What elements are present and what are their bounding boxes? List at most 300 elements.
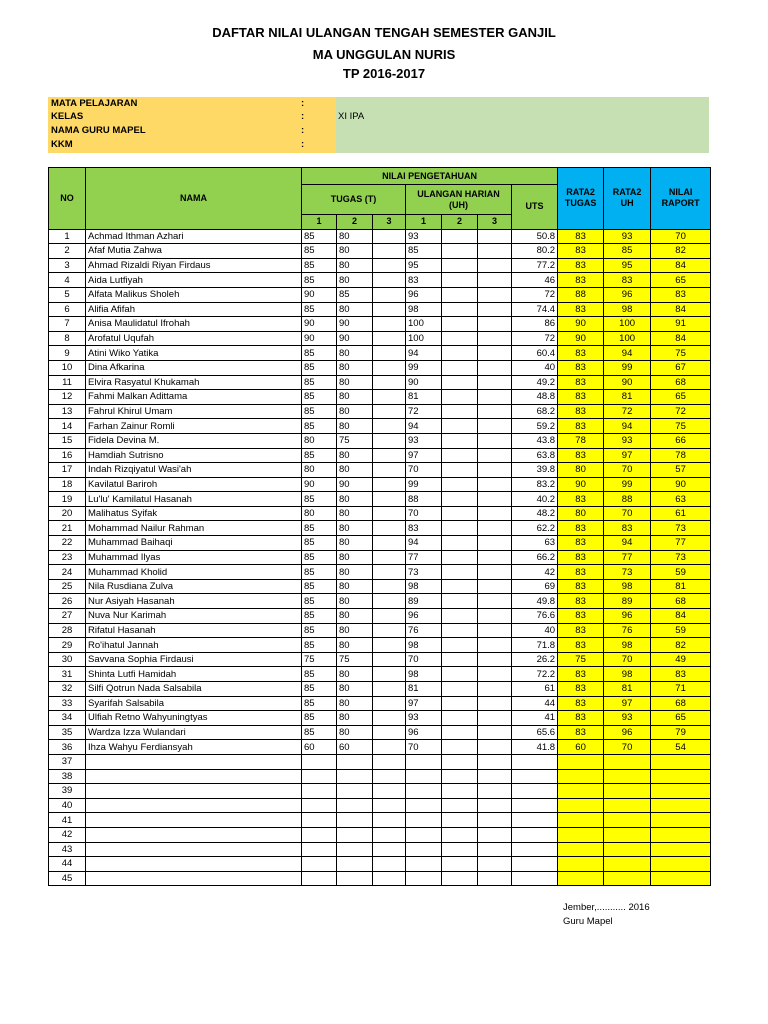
cell-rata2-uh: 98: [604, 638, 651, 653]
cell-tugas-1: [302, 842, 337, 857]
cell-rata2-uh: 76: [604, 623, 651, 638]
table-row: [49, 579, 711, 594]
cell-uh-2: [442, 623, 478, 638]
cell-tugas-3: [373, 390, 406, 405]
cell-tugas-3: [373, 565, 406, 580]
cell-rata2-tugas: [558, 798, 604, 813]
cell-uh-3: [478, 390, 512, 405]
cell-tugas-3: [373, 784, 406, 799]
cell-nilai-raport: 67: [651, 360, 711, 375]
cell-rata2-uh: 85: [604, 244, 651, 259]
cell-uh-2: [442, 360, 478, 375]
cell-nama: Nuva Nur Karimah: [86, 609, 302, 624]
cell-rata2-uh: 94: [604, 536, 651, 551]
cell-tugas-3: [373, 754, 406, 769]
cell-uts: 49.2: [512, 375, 558, 390]
cell-tugas-3: [373, 375, 406, 390]
cell-tugas-3: [373, 638, 406, 653]
cell-rata2-uh: 97: [604, 696, 651, 711]
cell-tugas-3: [373, 244, 406, 259]
cell-rata2-uh: 100: [604, 331, 651, 346]
cell-tugas-2: 80: [337, 346, 373, 361]
footer-place-date: Jember,........... 2016: [563, 902, 650, 913]
cell-nama: Rifatul Hasanah: [86, 623, 302, 638]
cell-uts: 40.2: [512, 492, 558, 507]
cell-uh-2: [442, 463, 478, 478]
cell-uh-1: 70: [406, 506, 442, 521]
label-mata-pelajaran: MATA PELAJARAN: [51, 98, 138, 109]
cell-no: 33: [49, 696, 86, 711]
header-nama: NAMA: [86, 168, 302, 230]
cell-uh-2: [442, 448, 478, 463]
cell-tugas-2: 85: [337, 287, 373, 302]
cell-tugas-3: [373, 609, 406, 624]
cell-tugas-2: 80: [337, 375, 373, 390]
cell-tugas-3: [373, 652, 406, 667]
school-name: MA UNGGULAN NURIS: [312, 47, 456, 62]
cell-uts: 65.6: [512, 725, 558, 740]
cell-nilai-raport: [651, 842, 711, 857]
cell-nilai-raport: [651, 871, 711, 886]
cell-uh-3: [478, 740, 512, 755]
cell-uh-3: [478, 550, 512, 565]
cell-uh-3: [478, 784, 512, 799]
cell-nilai-raport: 75: [651, 419, 711, 434]
cell-tugas-2: 80: [337, 725, 373, 740]
cell-no: 24: [49, 565, 86, 580]
table-row: [49, 536, 711, 551]
cell-uts: 76.6: [512, 609, 558, 624]
cell-tugas-1: 85: [302, 565, 337, 580]
cell-uh-1: 70: [406, 463, 442, 478]
cell-nilai-raport: 82: [651, 638, 711, 653]
table-row: [49, 419, 711, 434]
cell-uh-3: [478, 682, 512, 697]
cell-uh-1: [406, 769, 442, 784]
cell-uh-1: 99: [406, 360, 442, 375]
cell-nama: Alfata Malikus Sholeh: [86, 287, 302, 302]
cell-nama: Anisa Maulidatul Ifrohah: [86, 317, 302, 332]
cell-uh-2: [442, 433, 478, 448]
cell-rata2-uh: 96: [604, 287, 651, 302]
table-row: [49, 331, 711, 346]
cell-uh-2: [442, 550, 478, 565]
cell-uts: 71.8: [512, 638, 558, 653]
cell-tugas-2: 80: [337, 448, 373, 463]
cell-uh-2: [442, 857, 478, 872]
header-rata2-tugas: RATA2 TUGAS: [558, 168, 604, 230]
cell-tugas-1: 85: [302, 550, 337, 565]
cell-uh-1: [406, 813, 442, 828]
cell-uts: 40: [512, 360, 558, 375]
cell-tugas-1: 85: [302, 725, 337, 740]
cell-nilai-raport: 83: [651, 667, 711, 682]
table-row: [49, 229, 711, 244]
cell-uh-1: [406, 784, 442, 799]
cell-uts: 72: [512, 287, 558, 302]
cell-uts: 63.8: [512, 448, 558, 463]
cell-rata2-uh: 83: [604, 273, 651, 288]
cell-tugas-3: [373, 317, 406, 332]
cell-uh-3: [478, 857, 512, 872]
cell-rata2-tugas: 83: [558, 302, 604, 317]
cell-rata2-uh: 99: [604, 477, 651, 492]
cell-rata2-tugas: 75: [558, 652, 604, 667]
cell-uh-3: [478, 725, 512, 740]
cell-uts: 60.4: [512, 346, 558, 361]
cell-nama: Farhan Zainur Romli: [86, 419, 302, 434]
cell-rata2-uh: 81: [604, 682, 651, 697]
cell-tugas-1: 80: [302, 433, 337, 448]
cell-tugas-3: [373, 871, 406, 886]
cell-uh-3: [478, 754, 512, 769]
cell-rata2-uh: 95: [604, 258, 651, 273]
cell-tugas-2: 80: [337, 711, 373, 726]
cell-tugas-2: 80: [337, 229, 373, 244]
cell-uh-3: [478, 375, 512, 390]
cell-tugas-3: [373, 404, 406, 419]
cell-uh-3: [478, 609, 512, 624]
cell-uts: [512, 784, 558, 799]
cell-no: 36: [49, 740, 86, 755]
cell-nama: Arofatul Uqufah: [86, 331, 302, 346]
cell-uh-3: [478, 711, 512, 726]
cell-nama: Syarifah Salsabila: [86, 696, 302, 711]
cell-rata2-tugas: 83: [558, 404, 604, 419]
cell-rata2-tugas: 83: [558, 521, 604, 536]
cell-rata2-uh: 94: [604, 346, 651, 361]
cell-uts: 69: [512, 579, 558, 594]
cell-uh-3: [478, 638, 512, 653]
cell-tugas-2: 60: [337, 740, 373, 755]
cell-uh-1: 98: [406, 579, 442, 594]
cell-uh-3: [478, 813, 512, 828]
cell-no: 29: [49, 638, 86, 653]
cell-uts: 42: [512, 565, 558, 580]
colon: :: [301, 111, 305, 122]
cell-rata2-tugas: 78: [558, 433, 604, 448]
label-nama-guru-mapel: NAMA GURU MAPEL: [51, 125, 146, 136]
table-row: [49, 521, 711, 536]
cell-uh-3: [478, 302, 512, 317]
cell-uts: 39.8: [512, 463, 558, 478]
cell-nilai-raport: 68: [651, 375, 711, 390]
cell-no: 8: [49, 331, 86, 346]
header-no: NO: [49, 168, 86, 230]
cell-nilai-raport: 83: [651, 287, 711, 302]
cell-uh-3: [478, 506, 512, 521]
cell-rata2-uh: 88: [604, 492, 651, 507]
cell-rata2-tugas: 83: [558, 448, 604, 463]
header-uh-2: 2: [442, 215, 478, 230]
cell-tugas-2: [337, 827, 373, 842]
cell-nilai-raport: 65: [651, 711, 711, 726]
header-ulangan-harian: ULANGAN HARIAN (UH): [406, 185, 512, 215]
cell-tugas-3: [373, 463, 406, 478]
table-row: [49, 652, 711, 667]
cell-tugas-3: [373, 287, 406, 302]
cell-uh-1: 98: [406, 667, 442, 682]
cell-uh-3: [478, 419, 512, 434]
cell-nilai-raport: 81: [651, 579, 711, 594]
cell-no: 31: [49, 667, 86, 682]
header-uts: UTS: [512, 185, 558, 230]
cell-no: 38: [49, 769, 86, 784]
cell-nama: [86, 871, 302, 886]
cell-rata2-tugas: 83: [558, 229, 604, 244]
cell-uh-3: [478, 273, 512, 288]
cell-uh-3: [478, 477, 512, 492]
table-row: [49, 798, 711, 813]
cell-nilai-raport: 49: [651, 652, 711, 667]
cell-uh-1: 94: [406, 536, 442, 551]
cell-uh-2: [442, 682, 478, 697]
cell-tugas-3: [373, 506, 406, 521]
cell-nama: Savvana Sophia Firdausi: [86, 652, 302, 667]
cell-uts: [512, 827, 558, 842]
cell-rata2-uh: 72: [604, 404, 651, 419]
cell-tugas-3: [373, 696, 406, 711]
cell-uh-3: [478, 536, 512, 551]
cell-tugas-1: 90: [302, 287, 337, 302]
cell-tugas-1: 85: [302, 419, 337, 434]
cell-uh-3: [478, 463, 512, 478]
cell-nilai-raport: 57: [651, 463, 711, 478]
cell-rata2-tugas: [558, 871, 604, 886]
cell-rata2-uh: [604, 842, 651, 857]
cell-uh-2: [442, 696, 478, 711]
cell-uts: [512, 754, 558, 769]
cell-nama: [86, 857, 302, 872]
cell-no: 25: [49, 579, 86, 594]
table-row: [49, 696, 711, 711]
cell-tugas-1: 85: [302, 667, 337, 682]
cell-nilai-raport: 78: [651, 448, 711, 463]
cell-rata2-uh: 90: [604, 375, 651, 390]
cell-nama: [86, 798, 302, 813]
cell-nilai-raport: 75: [651, 346, 711, 361]
cell-rata2-tugas: 83: [558, 244, 604, 259]
table-row: [49, 287, 711, 302]
cell-rata2-uh: 98: [604, 667, 651, 682]
academic-year: TP 2016-2017: [342, 66, 426, 81]
cell-uh-2: [442, 390, 478, 405]
cell-rata2-tugas: 83: [558, 419, 604, 434]
cell-no: 6: [49, 302, 86, 317]
cell-rata2-tugas: 90: [558, 331, 604, 346]
cell-uh-1: [406, 871, 442, 886]
cell-uh-3: [478, 346, 512, 361]
cell-tugas-3: [373, 346, 406, 361]
cell-no: 22: [49, 536, 86, 551]
cell-uh-1: [406, 842, 442, 857]
cell-uh-2: [442, 477, 478, 492]
table-row: [49, 477, 711, 492]
cell-uh-2: [442, 565, 478, 580]
cell-no: 1: [49, 229, 86, 244]
header-tugas-3: 3: [373, 215, 406, 230]
cell-tugas-2: 80: [337, 667, 373, 682]
cell-tugas-2: [337, 798, 373, 813]
cell-tugas-3: [373, 579, 406, 594]
cell-uh-1: 81: [406, 390, 442, 405]
cell-nama: [86, 813, 302, 828]
cell-uts: 63: [512, 536, 558, 551]
cell-nilai-raport: 70: [651, 229, 711, 244]
table-row: [49, 609, 711, 624]
cell-tugas-2: 80: [337, 565, 373, 580]
cell-rata2-uh: [604, 798, 651, 813]
cell-tugas-2: 80: [337, 419, 373, 434]
cell-uh-3: [478, 842, 512, 857]
cell-nilai-raport: 73: [651, 521, 711, 536]
table-row: [49, 754, 711, 769]
cell-uh-3: [478, 360, 512, 375]
cell-uh-2: [442, 754, 478, 769]
cell-uh-2: [442, 287, 478, 302]
cell-rata2-uh: 89: [604, 594, 651, 609]
cell-no: 18: [49, 477, 86, 492]
table-row: [49, 244, 711, 259]
table-row: [49, 871, 711, 886]
cell-uh-1: 98: [406, 638, 442, 653]
cell-uh-1: 93: [406, 711, 442, 726]
cell-tugas-2: 80: [337, 492, 373, 507]
cell-tugas-2: 80: [337, 506, 373, 521]
cell-rata2-uh: 70: [604, 740, 651, 755]
cell-tugas-2: 80: [337, 244, 373, 259]
cell-nilai-raport: 77: [651, 536, 711, 551]
cell-rata2-tugas: [558, 842, 604, 857]
cell-uh-1: 83: [406, 273, 442, 288]
table-row: [49, 813, 711, 828]
cell-rata2-tugas: 83: [558, 492, 604, 507]
cell-tugas-3: [373, 711, 406, 726]
table-row: [49, 594, 711, 609]
cell-nama: Afaf Mutia Zahwa: [86, 244, 302, 259]
cell-rata2-uh: 100: [604, 317, 651, 332]
cell-nilai-raport: 61: [651, 506, 711, 521]
cell-uts: 83.2: [512, 477, 558, 492]
cell-uts: 50.8: [512, 229, 558, 244]
cell-rata2-uh: 94: [604, 419, 651, 434]
cell-rata2-uh: 70: [604, 463, 651, 478]
cell-uh-3: [478, 594, 512, 609]
cell-uh-1: 85: [406, 244, 442, 259]
cell-rata2-uh: [604, 754, 651, 769]
cell-no: 30: [49, 652, 86, 667]
cell-rata2-tugas: 83: [558, 623, 604, 638]
cell-rata2-uh: 98: [604, 302, 651, 317]
table-row: [49, 390, 711, 405]
cell-nilai-raport: 91: [651, 317, 711, 332]
cell-nama: [86, 827, 302, 842]
cell-uh-2: [442, 229, 478, 244]
cell-uh-3: [478, 244, 512, 259]
cell-no: 43: [49, 842, 86, 857]
cell-no: 16: [49, 448, 86, 463]
cell-rata2-uh: 99: [604, 360, 651, 375]
cell-uh-2: [442, 667, 478, 682]
cell-uh-1: [406, 754, 442, 769]
cell-nama: Muhammad Baihaqi: [86, 536, 302, 551]
cell-uh-2: [442, 492, 478, 507]
cell-uh-1: 96: [406, 609, 442, 624]
table-row: [49, 667, 711, 682]
cell-uh-2: [442, 273, 478, 288]
cell-uh-1: 98: [406, 302, 442, 317]
cell-tugas-3: [373, 302, 406, 317]
cell-tugas-3: [373, 492, 406, 507]
cell-no: 20: [49, 506, 86, 521]
cell-uts: 26.2: [512, 652, 558, 667]
cell-no: 40: [49, 798, 86, 813]
cell-rata2-tugas: 83: [558, 536, 604, 551]
table-row: [49, 360, 711, 375]
table-row: [49, 725, 711, 740]
cell-uts: 68.2: [512, 404, 558, 419]
cell-rata2-tugas: 83: [558, 565, 604, 580]
cell-rata2-uh: [604, 827, 651, 842]
cell-tugas-1: 85: [302, 273, 337, 288]
header-nilai-raport: NILAI RAPORT: [651, 168, 711, 230]
table-row: [49, 317, 711, 332]
cell-uts: 59.2: [512, 419, 558, 434]
cell-tugas-3: [373, 857, 406, 872]
cell-nilai-raport: 59: [651, 565, 711, 580]
cell-no: 3: [49, 258, 86, 273]
cell-no: 10: [49, 360, 86, 375]
cell-uh-1: 97: [406, 448, 442, 463]
cell-tugas-1: 85: [302, 682, 337, 697]
table-row: [49, 258, 711, 273]
cell-nama: Muhammad Kholid: [86, 565, 302, 580]
table-row: [49, 463, 711, 478]
cell-tugas-3: [373, 273, 406, 288]
cell-rata2-uh: 98: [604, 579, 651, 594]
cell-nama: Malihatus Syifak: [86, 506, 302, 521]
cell-tugas-2: 90: [337, 477, 373, 492]
cell-tugas-2: [337, 784, 373, 799]
cell-tugas-3: [373, 433, 406, 448]
cell-uh-1: 100: [406, 317, 442, 332]
cell-tugas-1: 80: [302, 506, 337, 521]
cell-tugas-1: 85: [302, 390, 337, 405]
cell-nilai-raport: [651, 754, 711, 769]
cell-tugas-3: [373, 682, 406, 697]
cell-tugas-3: [373, 229, 406, 244]
cell-uh-3: [478, 579, 512, 594]
cell-rata2-tugas: 90: [558, 477, 604, 492]
cell-tugas-1: 85: [302, 492, 337, 507]
cell-rata2-uh: 93: [604, 711, 651, 726]
cell-tugas-1: 85: [302, 609, 337, 624]
header-nilai-pengetahuan: NILAI PENGETAHUAN: [302, 168, 558, 185]
cell-tugas-3: [373, 448, 406, 463]
cell-uh-2: [442, 521, 478, 536]
cell-nilai-raport: 79: [651, 725, 711, 740]
table-row: [49, 404, 711, 419]
cell-tugas-2: 80: [337, 463, 373, 478]
table-row: [49, 784, 711, 799]
cell-no: 27: [49, 609, 86, 624]
cell-uh-3: [478, 433, 512, 448]
cell-nama: [86, 754, 302, 769]
cell-uh-1: 94: [406, 419, 442, 434]
table-row: [49, 346, 711, 361]
cell-tugas-3: [373, 842, 406, 857]
cell-uh-1: 81: [406, 682, 442, 697]
